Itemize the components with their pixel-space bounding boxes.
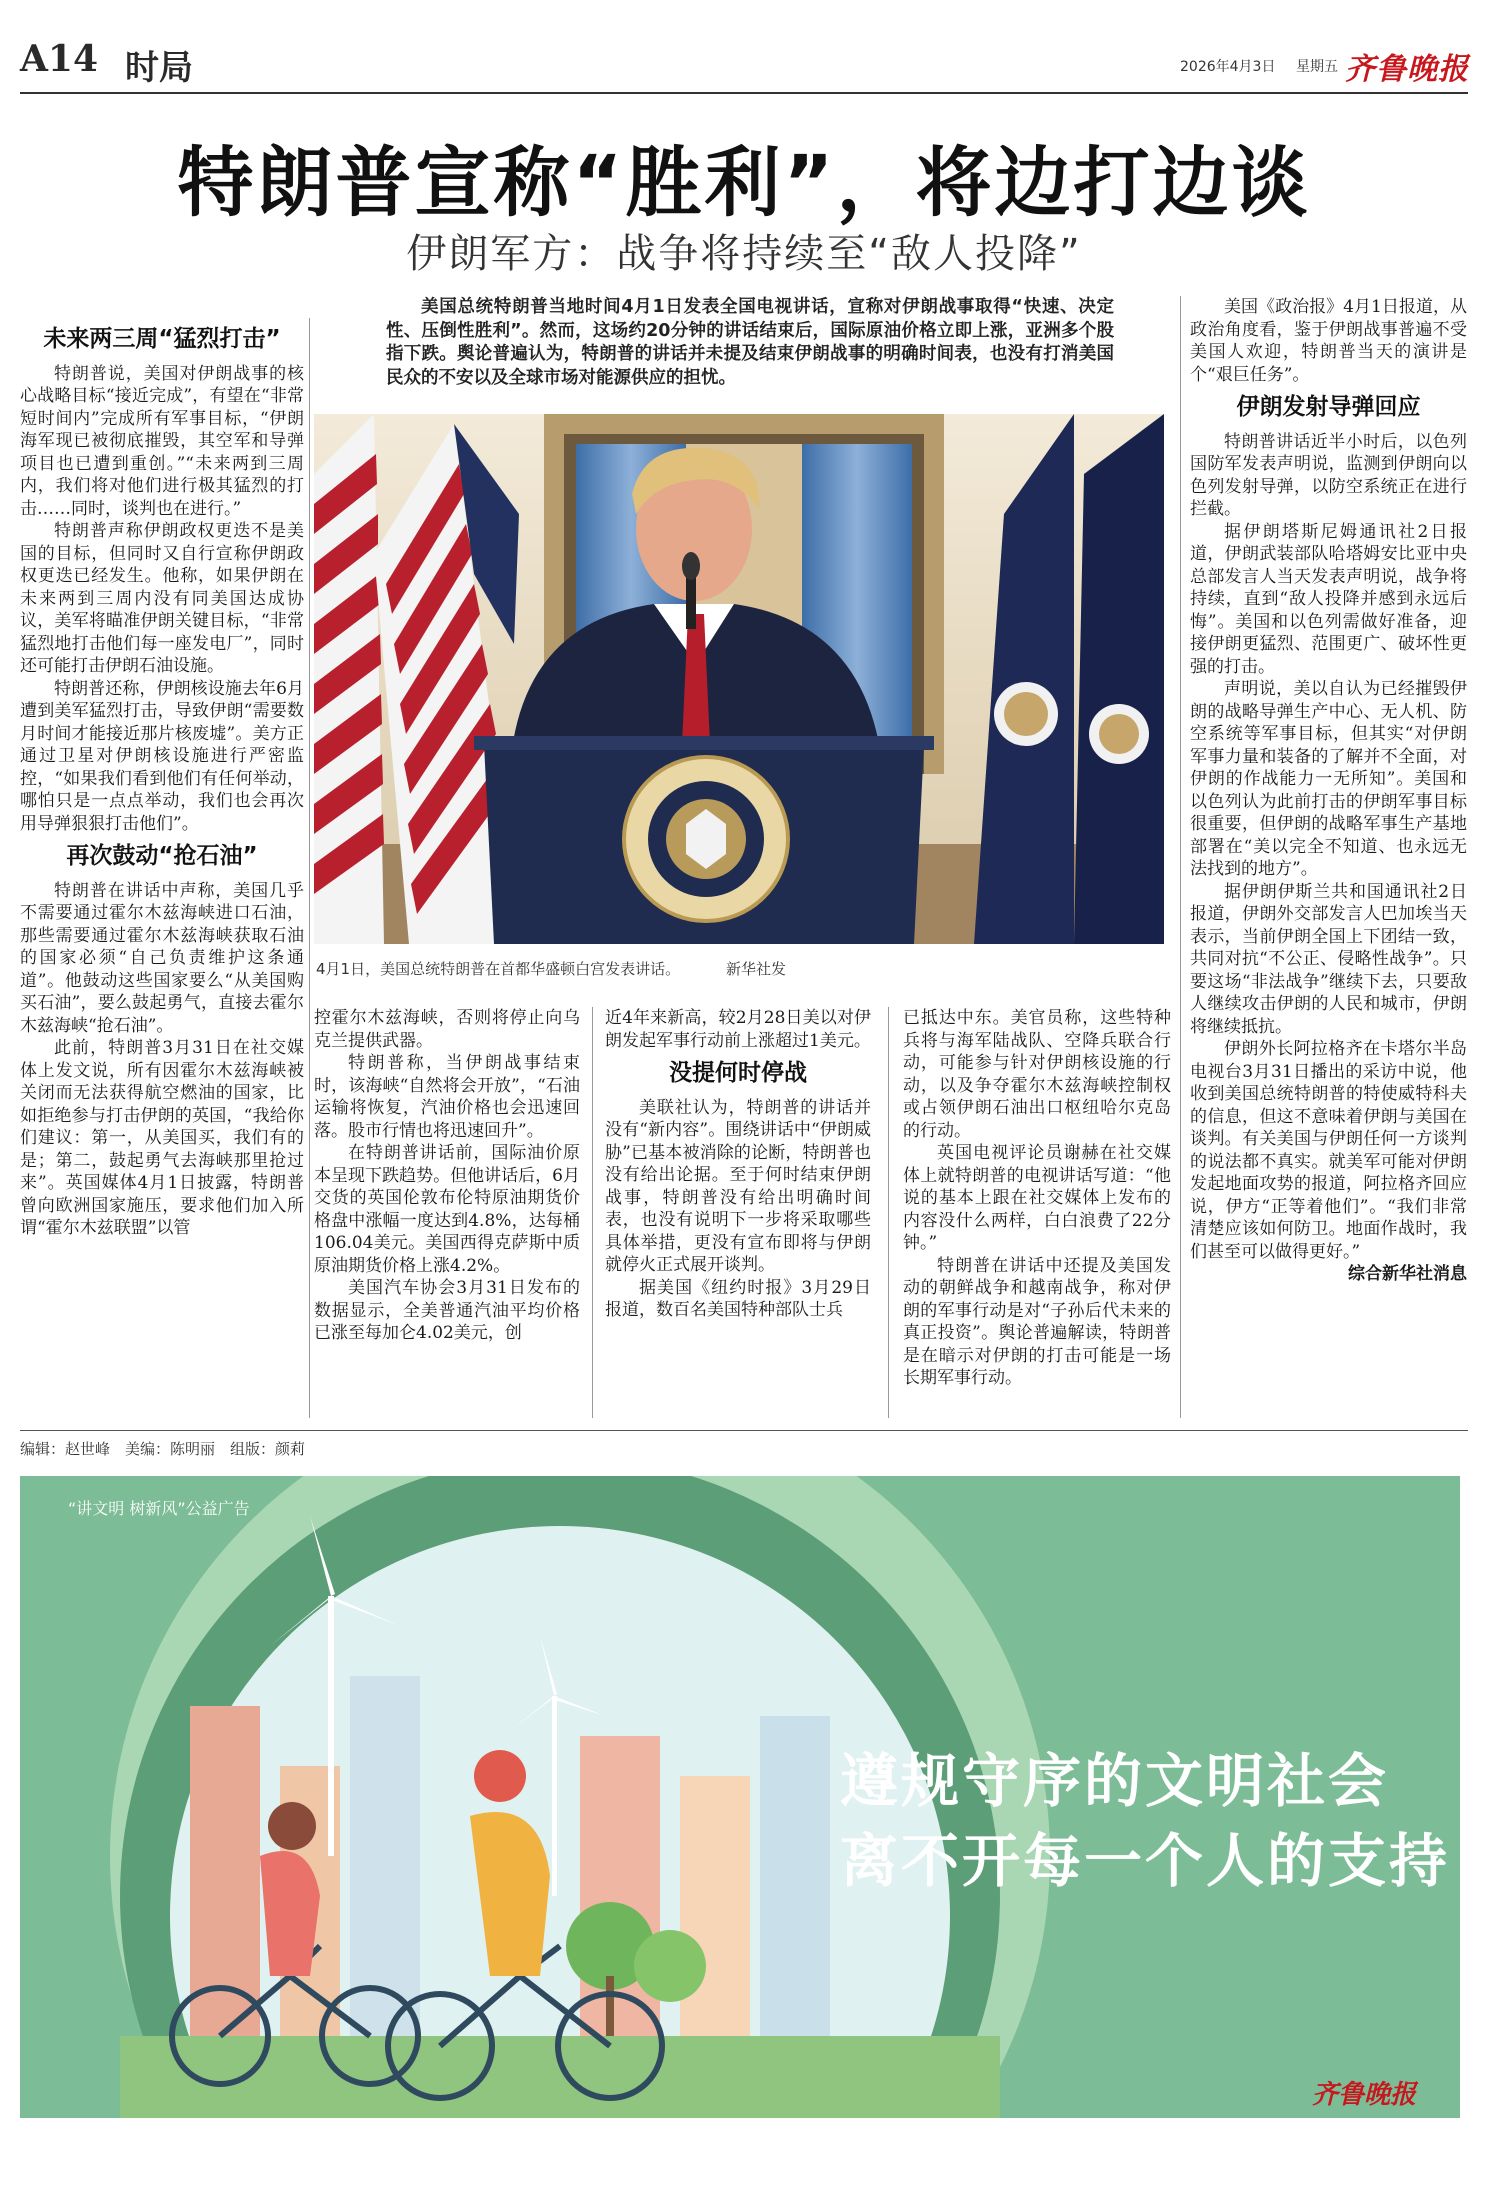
paragraph: 在特朗普讲话前，国际油价原本呈现下跌趋势。但他讲话后，6月交货的英国伦敦布伦特原油期货价格盘中涨幅一度达到4.8%，达每桶106.04美元。美国西得克萨斯中质原油期货价格上涨4.2%。: [314, 1143, 580, 1276]
header-rule: [20, 92, 1468, 94]
footer-rule: [20, 1430, 1468, 1431]
paragraph: 声明说，美以自认为已经摧毁伊朗的战略导弹生产中心、无人机、防空系统等军事目标，但其实“对伊朗军事力量和装备的了解并不全面，对伊朗的作战能力一无所知”。美国和以色列认为此前打击的伊朗军事目标很重要，但伊朗的战略军事生产基地部署在“美以完全不知道、也永远无法找到的地方”。: [1190, 679, 1467, 879]
paragraph: 此前，特朗普3月31日在社交媒体上发文说，所有因霍尔木兹海峡被关闭而无法获得航空燃油的国家，比如拒绝参与打击伊朗的英国，“我给你们建议：第一，从美国买，我们有的是；第二，鼓起勇气去海峡那里抢过来”。英国媒体4月1日披露，特朗普曾向欧洲国家施压，要求他们加入所谓“霍尔木兹联盟”以管: [20, 1038, 304, 1238]
paragraph: 特朗普在讲话中声称，美国几乎不需要通过霍尔木兹海峡进口石油，那些需要通过霍尔木兹海峡获取石油的国家必须“自己负责维护这条通道”。他鼓动这些国家要么“从美国购买石油”，要么鼓起勇气，直接去霍尔木兹海峡“抢石油”。: [20, 880, 304, 1036]
column-divider: [1180, 296, 1181, 1418]
issue-weekday: 星期五: [1296, 59, 1338, 75]
ad-slogan-line-1: 遵规守序的文明社会: [840, 1747, 1390, 1815]
paragraph: 特朗普还称，伊朗核设施去年6月遭到美军猛烈打击，导致伊朗“需要数月时间才能接近那片核废墟”。美方正通过卫星对伊朗核设施进行严密监控，“如果我们看到他们有任何举动，哪怕只是一点点举动，我们也会再次用导弹狠狠打击他们”。: [20, 678, 304, 834]
photo-caption: 4月1日，美国总统特朗普在首都华盛顿白宫发表讲话。: [316, 960, 681, 978]
editor-credits: 编辑：赵世峰 美编：陈明丽 组版：颜莉: [20, 1440, 306, 1458]
article-signoff: [1190, 1263, 1467, 1286]
podium: [474, 736, 934, 944]
american-flag-icon: [314, 414, 384, 944]
column-4: [903, 1007, 1171, 1390]
paragraph: 伊朗外长阿拉格齐在卡塔尔半岛电视台3月31日播出的采访中说，他收到美国总统特朗普的特使威特科夫的信息，但这不意味着伊朗与美国在谈判。有关美国与伊朗任何一方谈判的说法都不真实。就美军可能对伊朗发起地面攻势的报道，阿拉格齐回应说，伊方“正等着他们”。“我们非常清楚应该如何防卫。地面作战时，我们甚至可以做得更好。”: [1190, 1039, 1467, 1262]
column-1: [20, 318, 304, 1240]
paragraph: 特朗普在讲话中还提及美国发动的朝鲜战争和越南战争，称对伊朗的军事行动是对“子孙后代未来的真正投资”。舆论普遍解读，特朗普是在暗示对伊朗的打击可能是一场长期军事行动。: [903, 1255, 1171, 1388]
paragraph: 控霍尔木兹海峡，否则将停止向乌克兰提供武器。: [314, 1008, 580, 1051]
section-heading-strikes: 未来两三周“猛烈打击”: [43, 326, 281, 352]
paragraph: 据伊朗伊斯兰共和国通讯社2日报道，伊朗外交部发言人巴加埃当天表示，当前伊朗全国上下团结一致，共同对抗“不公正、侵略性战争”。只要这场“非法战争”继续下去，只要敌人继续攻击伊朗的人民和城市，伊朗将继续抵抗。: [1190, 881, 1467, 1037]
paragraph: 特朗普称，当伊朗战事结束时，该海峡“自然将会开放”，“石油运输将恢复，汽油价格也会迅速回落。股市行情也将迅速回升”。: [314, 1053, 580, 1141]
column-divider: [309, 318, 310, 1418]
column-5: [1190, 296, 1467, 1286]
paragraph: 特朗普声称伊朗政权更迭不是美国的目标，但同时又自行宣称伊朗政权更迭已经发生。他称，如果伊朗在未来两到三周内没有同美国达成协议，美军将瞄准伊朗关键目标，“非常猛烈地打击他们每一座发电厂”，同时还可能打击伊朗石油设施。: [20, 521, 304, 676]
section-heading-missiles: 伊朗发射导弹回应: [1236, 394, 1421, 420]
ad-slogan-line-2: 离不开每一个人的支持: [840, 1827, 1451, 1895]
section-heading-ceasefire: 没提何时停战: [669, 1060, 807, 1086]
column-2: [314, 1007, 580, 1345]
column-divider: [888, 1007, 889, 1418]
paragraph: 近4年来新高，较2月28日美以对伊朗发起军事行动前上涨超过1美元。: [605, 1008, 871, 1051]
ad-tag: “讲文明 树新风”公益广告: [68, 1499, 250, 1518]
paragraph: 据美国《纽约时报》3月29日报道，数百名美国特种部队士兵: [605, 1277, 871, 1320]
paragraph: 据伊朗塔斯尼姆通讯社2日报道，伊朗武装部队哈塔姆安比亚中央总部发言人当天发表声明说，战争将持续，直到“敌人投降并感到永远后悔”。美国和以色列需做好准备，迎接伊朗更猛烈、范围更广、破坏性更强的打击。: [1190, 521, 1467, 677]
photo-credit: 新华社发: [726, 960, 787, 978]
paragraph: 美国《政治报》4月1日报道，从政治角度看，鉴于伊朗战事普遍不受美国人欢迎，特朗普当天的演讲是个“艰巨任务”。: [1190, 297, 1467, 385]
signoff-text: 综合新华社消息: [1348, 1264, 1467, 1284]
public-service-ad: [20, 1476, 1460, 2118]
headline: 特朗普宣称“胜利”，将边打边谈: [177, 138, 1311, 227]
page-number: A14: [20, 38, 99, 80]
paragraph: 特朗普讲话近半小时后，以色列国防军发表声明说，监测到伊朗向以色列发射导弹，以防空系统正在进行拦截。: [1190, 431, 1467, 519]
section-heading-oil: 再次鼓动“抢石油”: [66, 843, 258, 869]
paragraph: 特朗普说，美国对伊朗战事的核心战略目标“接近完成”，有望在“非常短时间内”完成所有军事目标，“伊朗海军现已被彻底摧毁，其空军和导弹项目也已遭到重创。”“未来两到三周内，我们将对他们进行极其猛烈的打击……同时，谈判也在进行。”: [20, 363, 304, 519]
photo-illustration: [314, 414, 1164, 944]
newspaper-logo: 齐鲁晚报: [1345, 52, 1469, 87]
paragraph: 美国汽车协会3月31日发布的数据显示，全美普通汽油平均价格已涨至每加仑4.02美元，创: [314, 1278, 580, 1343]
lead-text: 美国总统特朗普当地时间4月1日发表全国电视讲话，宣称对伊朗战事取得“快速、决定性、压倒性胜利”。然而，这场约20分钟的讲话结束后，国际原油价格立即上涨，亚洲多个股指下跌。舆论普遍认为，特朗普的讲话并未提及结束伊朗战事的明确时间表，也没有打消美国民众的不安以及全球市场对能源供应的担忧。: [386, 297, 1114, 388]
paragraph: 英国电视评论员谢赫在社交媒体上就特朗普的电视讲话写道：“他说的基本上跟在社交媒体上发布的内容没什么两样，白白浪费了22分钟。”: [903, 1143, 1171, 1253]
section-name: 时局: [125, 48, 193, 88]
column-divider: [592, 1007, 593, 1418]
paragraph: 美联社认为，特朗普的讲话并没有“新内容”。围绕讲话中“伊朗威胁”已基本被消除的论断，特朗普也没有给出论据。至于何时结束伊朗战事，特朗普没有给出明确时间表，也没有说明下一步将采取哪些具体举措，更没有宣布即将与伊朗就停火正式展开谈判。: [605, 1097, 871, 1275]
subheadline: 伊朗军方：战争将持续至“敌人投降”: [406, 231, 1082, 277]
paragraph: 已抵达中东。美官员称，这些特种兵将与海军陆战队、空降兵联合行动，可能参与针对伊朗核设施的行动，以及争夺霍尔木兹海峡控制权或占领伊朗石油出口枢纽哈尔克岛的行动。: [903, 1008, 1171, 1141]
press-photo: [314, 414, 1164, 944]
lead-paragraph: [386, 296, 1114, 390]
column-3: [605, 1007, 871, 1322]
ad-newspaper-logo: 齐鲁晚报: [1312, 2080, 1417, 2110]
issue-date: 2026年4月3日: [1180, 59, 1276, 75]
